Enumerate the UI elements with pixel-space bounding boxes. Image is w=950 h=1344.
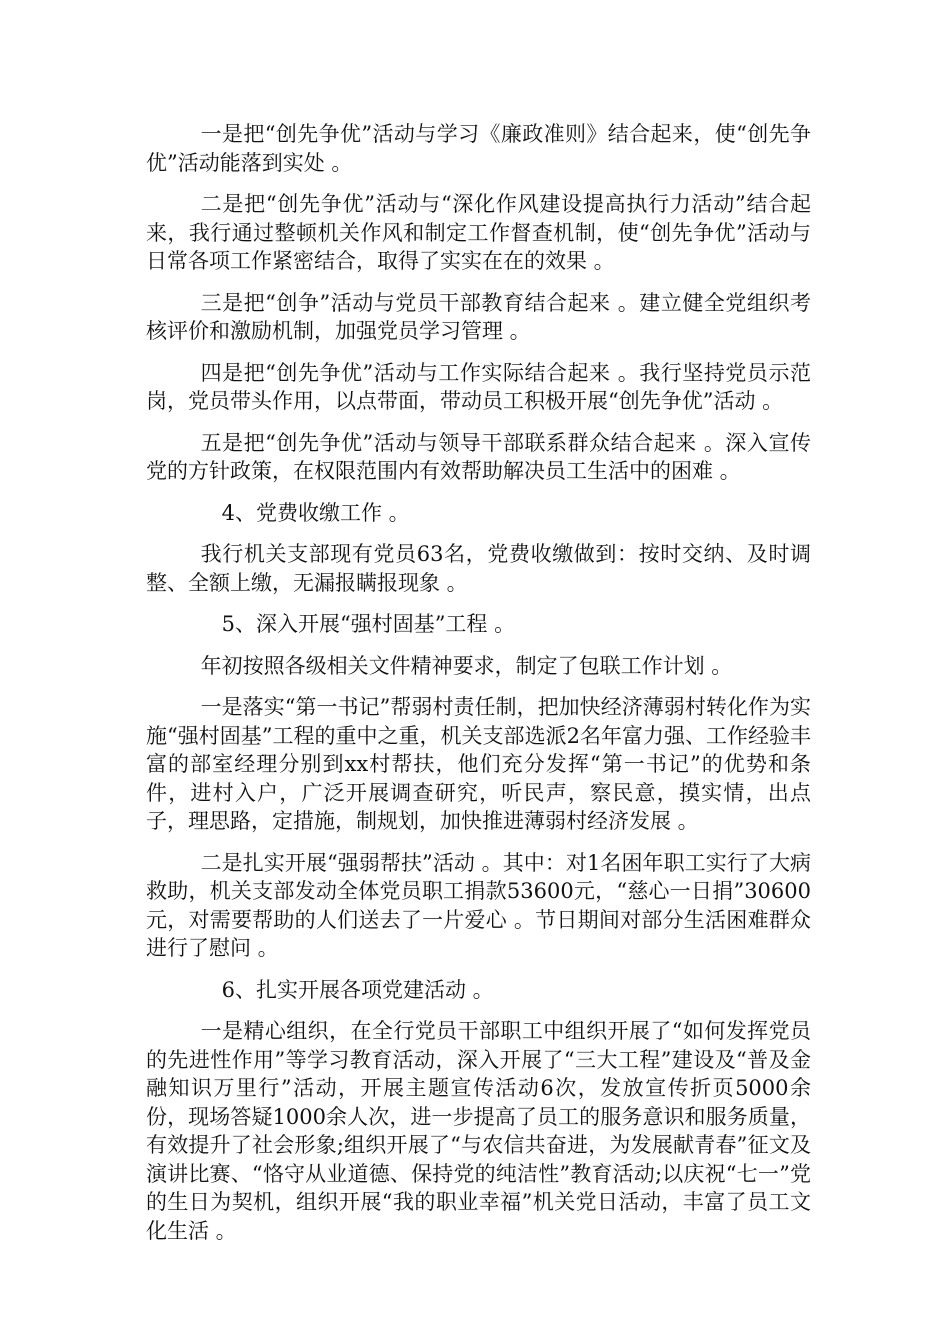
section-heading-5: 5、深入开展“强村固基”工程 。 — [221, 612, 516, 636]
paragraph-6: 我行机关支部现有党员63名，党费收缴做到：按时交纳、及时调整、全额上缴，无漏报瞒报现象 。 — [146, 542, 811, 595]
paragraph-3: 三是把“创争”活动与党员干部教育结合起来 。建立健全党组织考核评价和激励机制，加强党员学习管理 。 — [146, 290, 811, 343]
section-heading-6: 6、扎实开展各项党建活动 。 — [221, 977, 494, 1002]
paragraph-7: 年初按照各级相关文件精神要求，制定了包联工作计划 。 — [200, 653, 733, 678]
paragraph-10: 一是精心组织，在全行党员干部职工中组织开展了“如何发挥党员的先进性作用”等学习教育活动，深入开展了“三大工程”建设及“普及金融知识万里行”活动，开展主题宣传活动6次，发放宣传折页5000余份，现场答疑1000余人次，进一步提高了员工的服务意识和服务质量，有效提升了社会形象;组织开展了“与农信共奋进，为发展献青春”征文及演讲比赛、“恪守从业道德、保持党的纯洁性”教育活动;以庆祝“七一”党的生日为契机，组织开展“我的职业幸福”机关党日活动，丰富了员工文化生活 。 — [146, 1019, 811, 1243]
paragraph-8: 一是落实“第一书记”帮弱村责任制，把加快经济薄弱村转化作为实施“强村固基”工程的重中之重，机关支部选派2名年富力强、工作经验丰富的部室经理分别到xx村帮扶，他们充分发挥“第一书记”的优势和条件，进村入户，广泛开展调查研究，听民声，察民意，摸实情，出点子，理思路，定措施，制规划，加快推进薄弱村经济发展 。 — [146, 695, 811, 833]
section-heading-4: 4、党费收缴工作 。 — [221, 500, 410, 525]
paragraph-2: 二是把“创先争优”活动与“深化作风建设提高执行力活动”结合起来，我行通过整顿机关作风和制定工作督查机制，使“创先争优”活动与日常各项工作紧密结合，取得了实实在在的效果 。 — [146, 192, 811, 273]
document-page — [146, 120, 811, 1258]
paragraph-5: 五是把“创先争优”活动与领导干部联系群众结合起来 。深入宣传党的方针政策，在权限范围内有效帮助解决员工生活中的困难 。 — [146, 430, 811, 483]
paragraph-4: 四是把“创先争优”活动与工作实际结合起来 。我行坚持党员示范岗，党员带头作用，以点带面，带动员工积极开展“创先争优”活动 。 — [146, 360, 811, 413]
paragraph-1: 一是把“创先争优”活动与学习《廉政准则》结合起来，使“创先争优”活动能落到实处 。 — [146, 122, 811, 175]
paragraph-9: 二是扎实开展“强弱帮扶”活动 。其中：对1名困年职工实行了大病救助，机关支部发动全体党员职工捐款53600元，“慈心一日捐”30600元，对需要帮助的人们送去了一片爱心 。节日期间对部分生活困难群众进行了慰问 。 — [146, 850, 811, 960]
